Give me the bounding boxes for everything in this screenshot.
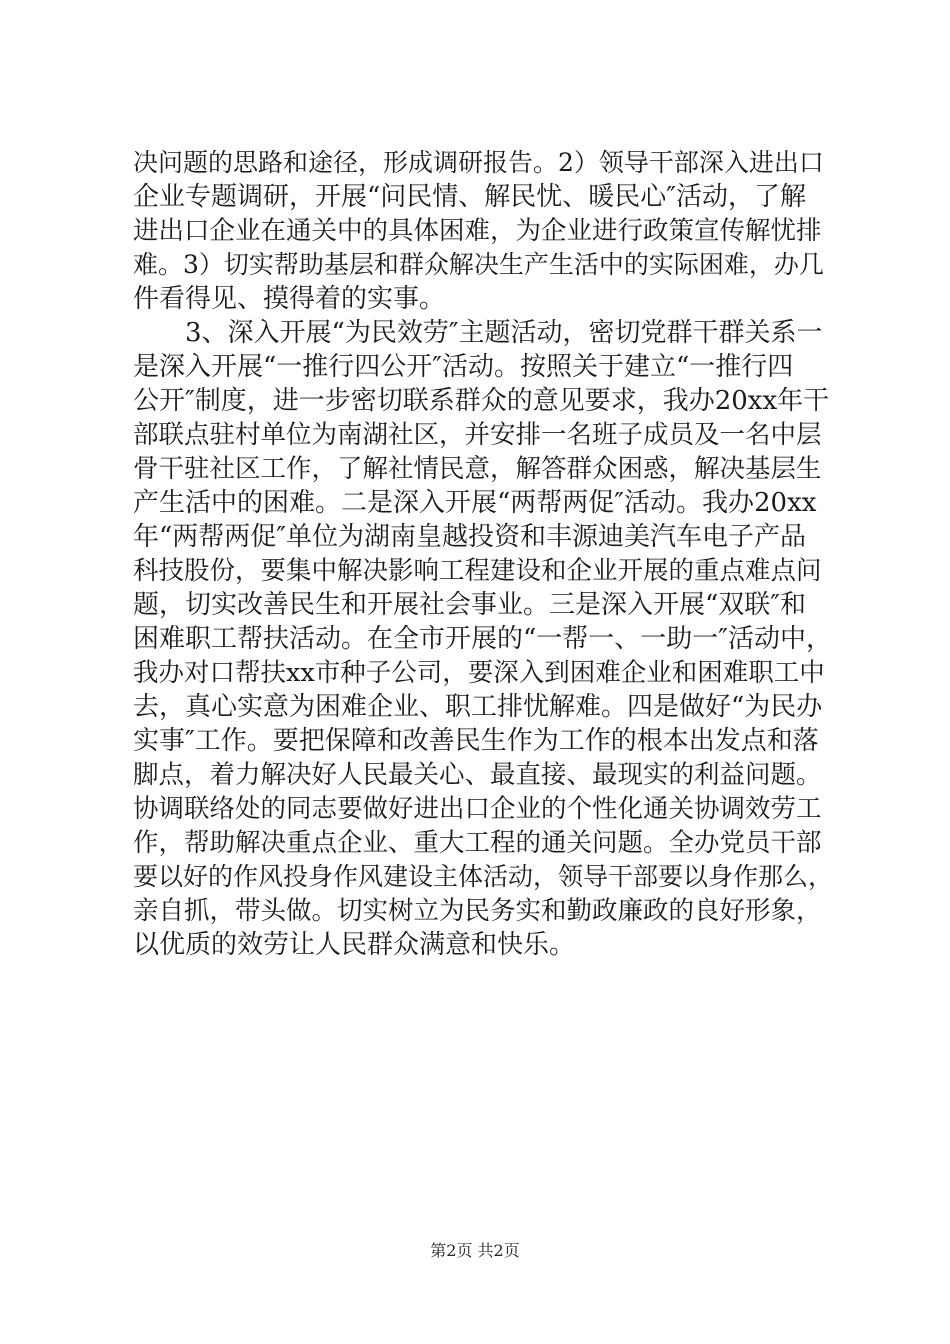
text-line: 进出口企业在通关中的具体困难，为企业进行政策宣传解忧排 bbox=[133, 216, 822, 246]
body-text bbox=[133, 146, 833, 962]
text-line: 件看得见、摸得着的实事。 bbox=[133, 284, 446, 314]
text-line: 是深入开展“一推行四公开″活动。按照关于建立“一推行四 bbox=[133, 352, 794, 382]
text-line: 产生活中的困难。二是深入开展“两帮两促″活动。我办20xx bbox=[133, 488, 817, 518]
text-line: 题，切实改善民生和开展社会事业。三是深入开展“双联″和 bbox=[133, 590, 807, 620]
text-line: 以优质的效劳让人民群众满意和快乐。 bbox=[133, 930, 576, 960]
text-line: 作，帮助解决重点企业、重大工程的通关问题。全办党员干部 bbox=[133, 828, 822, 858]
text-line: 难。3）切实帮助基层和群众解决生产生活中的实际困难，办几 bbox=[133, 250, 824, 279]
text-line: 骨干驻社区工作，了解社情民意，解答群众困惑，解决基层生 bbox=[133, 454, 822, 484]
text-line: 亲自抓，带头做。切实树立为民务实和勤政廉政的良好形象， bbox=[133, 896, 822, 926]
text-line: 决问题的思路和途径，形成调研报告。2）领导干部深入进出口 bbox=[133, 148, 824, 177]
text-line: 科技股份，要集中解决影响工程建设和企业开展的重点难点问 bbox=[133, 556, 822, 586]
text-line: 部联点驻村单位为南湖社区，并安排一名班子成员及一名中层 bbox=[133, 420, 822, 450]
text-line: 我办对口帮扶xx市种子公司，要深入到困难企业和困难职工中 bbox=[133, 658, 825, 688]
text-line: 要以好的作风投身作风建设主体活动，领导干部要以身作那么， bbox=[133, 862, 834, 891]
text-line: 企业专题调研，开展“问民情、解民忧、暖民心″活动，了解 bbox=[133, 182, 807, 212]
text-line: 年“两帮两促″单位为湖南皇越投资和丰源迪美汽车电子产品 bbox=[133, 522, 807, 552]
text-line: 公开″制度，进一步密切联系群众的意见要求，我办20xx年干 bbox=[133, 386, 830, 416]
text-line: 3、深入开展“为民效劳″主题活动，密切党群干群关系一 bbox=[133, 318, 823, 348]
page-number-footer: 第2页 共2页 bbox=[430, 1241, 520, 1260]
text-line: 实事″工作。要把保障和改善民生作为工作的根本出发点和落 bbox=[133, 726, 819, 756]
text-line: 协调联络处的同志要做好进出口企业的个性化通关协调效劳工 bbox=[133, 794, 822, 824]
text-line: 困难职工帮扶活动。在全市开展的“一帮一、一助一″活动中， bbox=[133, 624, 833, 654]
text-line: 去，真心实意为困难企业、职工排忧解难。四是做好“为民办 bbox=[133, 692, 823, 722]
text-line: 脚点，着力解决好人民最关心、最直接、最现实的利益问题。 bbox=[133, 760, 822, 790]
